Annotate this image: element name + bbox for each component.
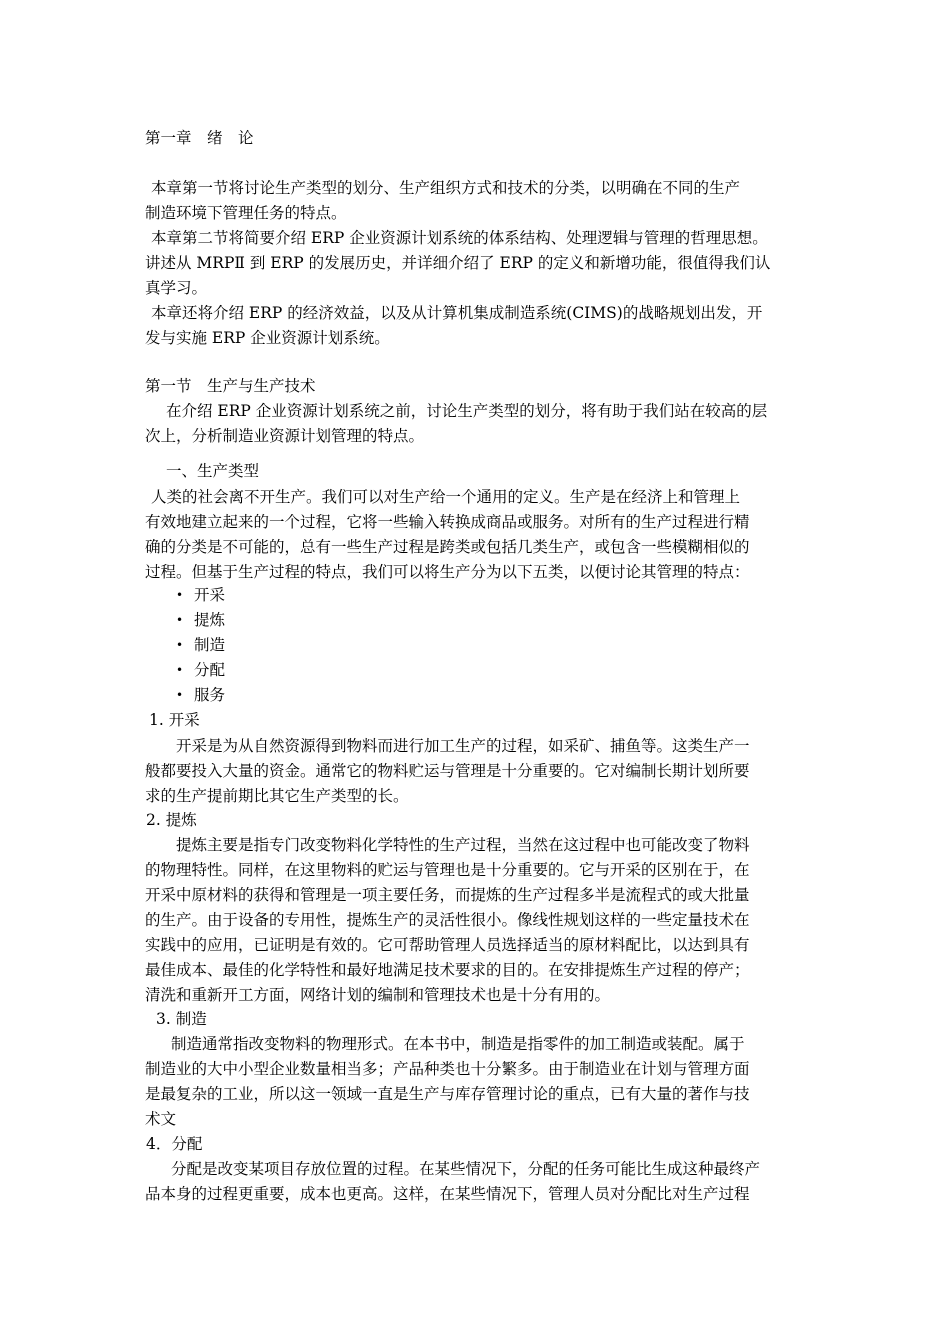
bullet-icon: • — [176, 613, 184, 627]
intro-line: 本章第一节将讨论生产类型的划分、生产组织方式和技术的分类，以明确在不同的生产 — [151, 179, 741, 197]
paragraph-line: 制造通常指改变物料的物理形式。在本书中，制造是指零件的加工制造或装配。属于 — [171, 1035, 745, 1053]
heading-refining: 2. 提炼 — [146, 811, 197, 829]
section-intro-line: 在介绍 ERP 企业资源计划系统之前，讨论生产类型的划分，将有助于我们站在较高的层 — [166, 402, 768, 420]
list-item-label: 制造 — [194, 636, 226, 654]
bullet-icon: • — [176, 588, 184, 602]
list-item-label: 提炼 — [194, 611, 226, 629]
section-intro-line: 次上，分析制造业资源计划管理的特点。 — [145, 427, 425, 445]
paragraph-line: 提炼主要是指专门改变物料化学特性的生产过程，当然在这过程中也可能改变了物料 — [176, 836, 750, 854]
paragraph-line: 般都要投入大量的资金。通常它的物料贮运与管理是十分重要的。它对编制长期计划所要 — [145, 762, 750, 780]
paragraph-line: 确的分类是不可能的，总有一些生产过程是跨类或包括几类生产，或包含一些模糊相似的 — [145, 538, 750, 556]
intro-line: 讲述从 MRPⅡ 到 ERP 的发展历史，并详细介绍了 ERP 的定义和新增功能，很值得我们认 — [145, 254, 771, 272]
heading-manufacturing: 3. 制造 — [156, 1010, 207, 1028]
bullet-icon: • — [176, 663, 184, 677]
paragraph-line: 分配是改变某项目存放位置的过程。在某些情况下，分配的任务可能比生成这种最终产 — [171, 1160, 761, 1178]
intro-line: 制造环境下管理任务的特点。 — [145, 204, 347, 222]
paragraph-line: 的物理特性。同样，在这里物料的贮运与管理也是十分重要的。它与开采的区别在于，在 — [145, 861, 750, 879]
list-item-label: 开采 — [194, 586, 226, 604]
list-item-label: 服务 — [194, 686, 226, 704]
bullet-icon: • — [176, 638, 184, 652]
paragraph-line: 有效地建立起来的一个过程，它将一些输入转换成商品或服务。对所有的生产过程进行精 — [145, 513, 750, 531]
list-item — [176, 658, 225, 683]
list-item-label: 分配 — [194, 661, 226, 679]
paragraph-line: 开采中原材料的获得和管理是一项主要任务，而提炼的生产过程多半是流程式的或大批量 — [145, 886, 750, 904]
list-item — [176, 608, 225, 633]
intro-line: 真学习。 — [145, 279, 208, 297]
heading-mining: 1. 开采 — [149, 711, 200, 729]
intro-line: 本章还将介绍 ERP 的经济效益，以及从计算机集成制造系统(CIMS)的战略规划出发，开 — [151, 304, 763, 322]
paragraph-line: 品本身的过程更重要，成本也更高。这样，在某些情况下，管理人员对分配比对生产过程 — [145, 1185, 750, 1203]
paragraph-line: 求的生产提前期比其它生产类型的长。 — [145, 787, 409, 805]
paragraph-line: 术文 — [145, 1110, 177, 1128]
intro-line: 发与实施 ERP 企业资源计划系统。 — [145, 329, 390, 347]
heading-distribution: 4．分配 — [146, 1135, 203, 1153]
paragraph-line: 最佳成本、最佳的化学特性和最好地满足技术要求的目的。在安排提炼生产过程的停产； — [145, 961, 750, 979]
intro-line: 本章第二节将简要介绍 ERP 企业资源计划系统的体系结构、处理逻辑与管理的哲理思想。 — [151, 229, 768, 247]
paragraph-line: 清洗和重新开工方面，网络计划的编制和管理技术也是十分有用的。 — [145, 986, 611, 1004]
paragraph-line: 开采是为从自然资源得到物料而进行加工生产的过程，如采矿、捕鱼等。这类生产一 — [176, 737, 750, 755]
paragraph-line: 的生产。由于设备的专用性，提炼生产的灵活性很小。像线性规划这样的一些定量技术在 — [145, 911, 750, 929]
section-title: 第一节 生产与生产技术 — [145, 377, 316, 395]
paragraph-line: 是最复杂的工业，所以这一领域一直是生产与库存管理讨论的重点，已有大量的著作与技 — [145, 1085, 750, 1103]
paragraph-line: 过程。但基于生产过程的特点，我们可以将生产分为以下五类，以便讨论其管理的特点： — [145, 563, 750, 581]
subsection-title: 一、生产类型 — [166, 462, 260, 480]
list-item — [176, 633, 225, 658]
list-item — [176, 683, 225, 708]
paragraph-line: 制造业的大中小型企业数量相当多；产品种类也十分繁多。由于制造业在计划与管理方面 — [145, 1060, 750, 1078]
paragraph-line: 人类的社会离不开生产。我们可以对生产给一个通用的定义。生产是在经济上和管理上 — [151, 488, 741, 506]
list-item — [176, 583, 225, 608]
chapter-title: 第一章 绪 论 — [145, 129, 254, 147]
paragraph-line: 实践中的应用，已证明是有效的。它可帮助管理人员选择适当的原材料配比，以达到具有 — [145, 936, 750, 954]
bullet-icon: • — [176, 688, 184, 702]
